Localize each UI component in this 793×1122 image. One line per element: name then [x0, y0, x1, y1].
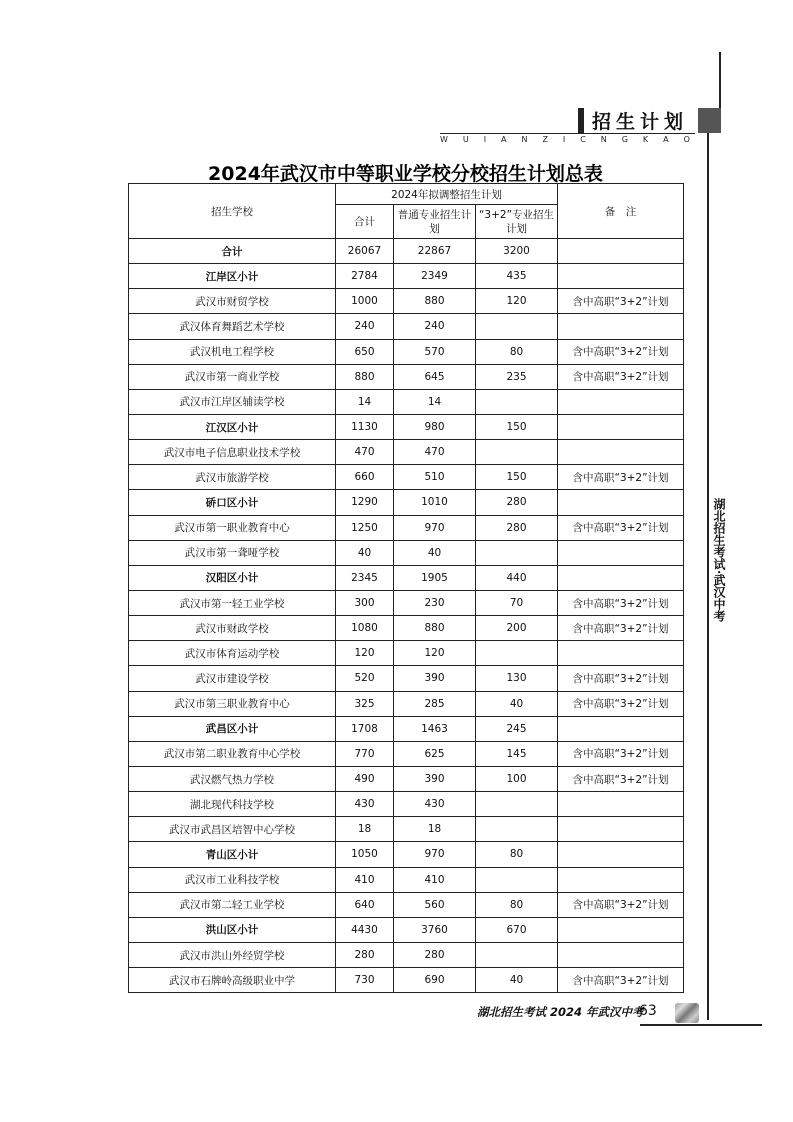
plan-32-cell: 280 [476, 515, 558, 540]
table-row [129, 691, 684, 716]
footer-underline [640, 1024, 762, 1026]
table-row [129, 968, 684, 993]
header-general-plan: 普通专业招生计划 [394, 205, 476, 239]
table-row [129, 792, 684, 817]
general-plan-cell: 470 [394, 440, 476, 465]
right-vertical-rule [707, 130, 709, 1020]
plan-32-cell: 145 [476, 741, 558, 766]
note-cell [558, 817, 684, 842]
school-cell: 武汉市财贸学校 [129, 289, 336, 314]
note-cell: 含中高职“3+2”计划 [558, 465, 684, 490]
note-cell: 含中高职“3+2”计划 [558, 289, 684, 314]
note-cell: 含中高职“3+2”计划 [558, 666, 684, 691]
plan-32-cell [476, 314, 558, 339]
plan-32-cell: 440 [476, 565, 558, 590]
header-letter: U [462, 135, 469, 144]
header-school: 招生学校 [129, 184, 336, 239]
total-cell: 650 [336, 339, 394, 364]
enrollment-plan-table [128, 183, 684, 993]
general-plan-cell: 970 [394, 842, 476, 867]
table-row [129, 440, 684, 465]
note-cell [558, 264, 684, 289]
total-cell: 520 [336, 666, 394, 691]
note-cell: 含中高职“3+2”计划 [558, 515, 684, 540]
general-plan-cell: 18 [394, 817, 476, 842]
plan-32-cell: 150 [476, 414, 558, 439]
school-cell: 洪山区小计 [129, 917, 336, 942]
table-row [129, 565, 684, 590]
plan-32-cell: 200 [476, 616, 558, 641]
total-cell: 2784 [336, 264, 394, 289]
note-cell [558, 490, 684, 515]
school-cell: 武汉市体育运动学校 [129, 641, 336, 666]
total-cell: 14 [336, 389, 394, 414]
total-cell: 300 [336, 590, 394, 615]
general-plan-cell: 120 [394, 641, 476, 666]
school-cell: 武昌区小计 [129, 716, 336, 741]
plan-32-cell: 435 [476, 264, 558, 289]
table-row [129, 716, 684, 741]
note-cell [558, 942, 684, 967]
total-cell: 240 [336, 314, 394, 339]
school-cell: 江岸区小计 [129, 264, 336, 289]
school-cell: 合计 [129, 239, 336, 264]
table-row [129, 515, 684, 540]
table-row [129, 465, 684, 490]
header-letter: N [600, 135, 607, 144]
table-row [129, 239, 684, 264]
school-cell: 武汉市第一聋哑学校 [129, 540, 336, 565]
note-cell: 含中高职“3+2”计划 [558, 691, 684, 716]
header-32-plan: “3+2”专业招生计划 [476, 205, 558, 239]
footer-publication: 湖北招生考试 2024 年武汉中考 [477, 1005, 644, 1019]
total-cell: 490 [336, 766, 394, 791]
school-cell: 武汉体育舞蹈艺术学校 [129, 314, 336, 339]
plan-32-cell [476, 641, 558, 666]
total-cell: 1130 [336, 414, 394, 439]
table-row [129, 314, 684, 339]
plan-32-cell: 120 [476, 289, 558, 314]
general-plan-cell: 14 [394, 389, 476, 414]
school-cell: 武汉市江岸区辅读学校 [129, 389, 336, 414]
note-cell [558, 792, 684, 817]
table-row [129, 892, 684, 917]
table-row [129, 490, 684, 515]
note-cell: 含中高职“3+2”计划 [558, 892, 684, 917]
header-letter: Z [542, 135, 548, 144]
note-cell [558, 239, 684, 264]
plan-32-cell: 40 [476, 691, 558, 716]
school-cell: 江汉区小计 [129, 414, 336, 439]
school-cell: 武汉市电子信息职业技术学校 [129, 440, 336, 465]
total-cell: 18 [336, 817, 394, 842]
total-cell: 1000 [336, 289, 394, 314]
general-plan-cell: 240 [394, 314, 476, 339]
school-cell: 青山区小计 [129, 842, 336, 867]
table-row [129, 264, 684, 289]
general-plan-cell: 280 [394, 942, 476, 967]
general-plan-cell: 3760 [394, 917, 476, 942]
school-cell: 武汉市石牌岭高级职业中学 [129, 968, 336, 993]
general-plan-cell: 230 [394, 590, 476, 615]
general-plan-cell: 410 [394, 867, 476, 892]
plan-32-cell: 80 [476, 842, 558, 867]
plan-32-cell [476, 792, 558, 817]
plan-32-cell: 280 [476, 490, 558, 515]
school-cell: 武汉市财政学校 [129, 616, 336, 641]
total-cell: 1708 [336, 716, 394, 741]
table-row [129, 414, 684, 439]
plan-32-cell: 235 [476, 364, 558, 389]
plan-32-cell: 245 [476, 716, 558, 741]
school-cell: 武汉机电工程学校 [129, 339, 336, 364]
table-row [129, 741, 684, 766]
note-cell [558, 641, 684, 666]
note-cell [558, 867, 684, 892]
note-cell: 含中高职“3+2”计划 [558, 590, 684, 615]
general-plan-cell: 970 [394, 515, 476, 540]
total-cell: 470 [336, 440, 394, 465]
total-cell: 1290 [336, 490, 394, 515]
plan-32-cell: 670 [476, 917, 558, 942]
page-title: 2024年武汉市中等职业学校分校招生计划总表 [208, 163, 603, 185]
note-cell [558, 414, 684, 439]
plan-32-cell [476, 389, 558, 414]
school-cell: 武汉市工业科技学校 [129, 867, 336, 892]
general-plan-cell: 40 [394, 540, 476, 565]
plan-32-cell [476, 867, 558, 892]
table-row [129, 590, 684, 615]
header-total: 合计 [336, 205, 394, 239]
plan-32-cell [476, 942, 558, 967]
note-cell: 含中高职“3+2”计划 [558, 741, 684, 766]
school-cell: 汉阳区小计 [129, 565, 336, 590]
table-row [129, 917, 684, 942]
school-cell: 武汉市建设学校 [129, 666, 336, 691]
note-cell: 含中高职“3+2”计划 [558, 616, 684, 641]
table-body [129, 239, 684, 993]
plan-32-cell [476, 540, 558, 565]
plan-32-cell: 3200 [476, 239, 558, 264]
general-plan-cell: 1010 [394, 490, 476, 515]
general-plan-cell: 560 [394, 892, 476, 917]
footer-logo-icon [675, 1003, 699, 1023]
table-row [129, 389, 684, 414]
table-row [129, 641, 684, 666]
note-cell [558, 389, 684, 414]
table-row [129, 942, 684, 967]
total-cell: 1250 [336, 515, 394, 540]
general-plan-cell: 285 [394, 691, 476, 716]
page-number: 63 [639, 1003, 657, 1019]
note-cell [558, 540, 684, 565]
table-row [129, 766, 684, 791]
note-cell [558, 842, 684, 867]
general-plan-cell: 390 [394, 666, 476, 691]
school-cell: 武汉市第二职业教育中心学校 [129, 741, 336, 766]
general-plan-cell: 980 [394, 414, 476, 439]
plan-32-cell [476, 817, 558, 842]
plan-32-cell [476, 440, 558, 465]
total-cell: 1080 [336, 616, 394, 641]
plan-32-cell: 80 [476, 892, 558, 917]
header-letter: W [440, 135, 448, 144]
header-letter: A [663, 135, 669, 144]
section-header-block [698, 108, 721, 133]
general-plan-cell: 880 [394, 289, 476, 314]
general-plan-cell: 1905 [394, 565, 476, 590]
header-letter: I [562, 135, 566, 144]
header-letter: C [580, 135, 586, 144]
general-plan-cell: 880 [394, 616, 476, 641]
table-row [129, 289, 684, 314]
table-row [129, 616, 684, 641]
table-row [129, 867, 684, 892]
school-cell: 湖北现代科技学校 [129, 792, 336, 817]
table-row [129, 339, 684, 364]
plan-32-cell: 70 [476, 590, 558, 615]
general-plan-cell: 390 [394, 766, 476, 791]
school-cell: 武汉市旅游学校 [129, 465, 336, 490]
table-row [129, 842, 684, 867]
note-cell [558, 716, 684, 741]
plan-32-cell: 130 [476, 666, 558, 691]
total-cell: 430 [336, 792, 394, 817]
general-plan-cell: 645 [394, 364, 476, 389]
total-cell: 1050 [336, 842, 394, 867]
general-plan-cell: 625 [394, 741, 476, 766]
total-cell: 2345 [336, 565, 394, 590]
school-cell: 武汉市武昌区培智中心学校 [129, 817, 336, 842]
header-group-plan: 2024年拟调整招生计划 [336, 184, 558, 205]
header-letter: I [483, 135, 487, 144]
note-cell: 含中高职“3+2”计划 [558, 339, 684, 364]
note-cell [558, 565, 684, 590]
school-cell: 武汉市第一商业学校 [129, 364, 336, 389]
plan-32-cell: 100 [476, 766, 558, 791]
section-header-underline [440, 133, 695, 134]
note-cell: 含中高职“3+2”计划 [558, 968, 684, 993]
table-row [129, 364, 684, 389]
general-plan-cell: 430 [394, 792, 476, 817]
total-cell: 640 [336, 892, 394, 917]
header-letter: O [683, 135, 690, 144]
school-cell: 武汉市第一轻工业学校 [129, 590, 336, 615]
header-letter: K [642, 135, 649, 144]
total-cell: 4430 [336, 917, 394, 942]
total-cell: 730 [336, 968, 394, 993]
note-cell [558, 440, 684, 465]
section-header-letters [440, 135, 690, 147]
general-plan-cell: 510 [394, 465, 476, 490]
side-publication-title: 湖北招生考试·武汉中考 [712, 498, 726, 623]
plan-32-cell: 80 [476, 339, 558, 364]
general-plan-cell: 570 [394, 339, 476, 364]
general-plan-cell: 690 [394, 968, 476, 993]
school-cell: 武汉市第三职业教育中心 [129, 691, 336, 716]
plan-32-cell: 150 [476, 465, 558, 490]
total-cell: 410 [336, 867, 394, 892]
school-cell: 武汉市第二轻工业学校 [129, 892, 336, 917]
total-cell: 880 [336, 364, 394, 389]
note-cell: 含中高职“3+2”计划 [558, 766, 684, 791]
school-cell: 武汉市第一职业教育中心 [129, 515, 336, 540]
top-vertical-rule [719, 52, 721, 112]
school-cell: 武汉市洪山外经贸学校 [129, 942, 336, 967]
school-cell: 硚口区小计 [129, 490, 336, 515]
general-plan-cell: 22867 [394, 239, 476, 264]
total-cell: 26067 [336, 239, 394, 264]
general-plan-cell: 2349 [394, 264, 476, 289]
total-cell: 120 [336, 641, 394, 666]
plan-32-cell: 40 [476, 968, 558, 993]
header-letter: N [521, 135, 528, 144]
header-note: 备 注 [558, 184, 684, 239]
note-cell [558, 314, 684, 339]
header-letter: A [501, 135, 507, 144]
header-letter: G [621, 135, 628, 144]
section-header: 招生计划 [578, 108, 694, 133]
general-plan-cell: 1463 [394, 716, 476, 741]
total-cell: 40 [336, 540, 394, 565]
total-cell: 280 [336, 942, 394, 967]
total-cell: 325 [336, 691, 394, 716]
note-cell: 含中高职“3+2”计划 [558, 364, 684, 389]
total-cell: 770 [336, 741, 394, 766]
table-row [129, 540, 684, 565]
school-cell: 武汉燃气热力学校 [129, 766, 336, 791]
note-cell [558, 917, 684, 942]
table-row [129, 666, 684, 691]
total-cell: 660 [336, 465, 394, 490]
table-row [129, 817, 684, 842]
